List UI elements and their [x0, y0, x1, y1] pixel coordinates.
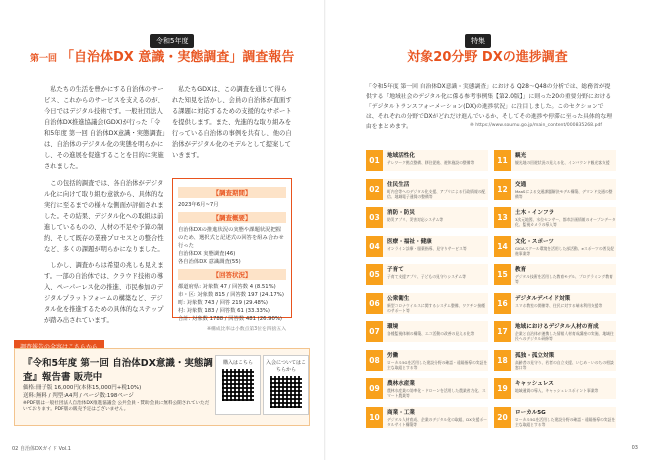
- field-desc: ローカル5Gを活用した建設分野の確認・遠隔指導の実証を主な取組とする等: [515, 416, 616, 427]
- field-title: 地域におけるデジタル人材の育成: [515, 324, 599, 330]
- field-desc: ローカル5Gを活用した建設分野の確認・遠隔指導の実証を主な取組とする等: [387, 359, 488, 370]
- field-number: 13: [494, 207, 511, 228]
- field-item: [494, 264, 616, 288]
- field-title: 交通: [515, 181, 527, 188]
- field-title: 医療・福祉・健康: [387, 238, 432, 245]
- paragraph: しかし、調査からは希望の兆しも見えます。一部の自治体では、クラウド技術の導入、ペーパーレス化の推進、市民参加のデジタルプラットフォームの構築など、デジタル化を推進するための具体的なステップが踏み出されています。: [44, 262, 164, 324]
- field-body: [383, 321, 488, 342]
- field-title: ローカル5G: [515, 409, 546, 416]
- purchase-qr[interactable]: [215, 355, 261, 415]
- field-desc: 観光地の回遊状況の見える化、インバウンド観光客支援: [515, 160, 610, 165]
- field-item: [366, 293, 488, 317]
- field-title: 住民生活: [387, 181, 410, 188]
- field-title: 公衆衛生: [387, 295, 410, 302]
- field-body: [383, 236, 488, 257]
- field-body: [511, 350, 616, 371]
- field-desc: スマホ教室の開催等、住民に対する端末利用支援等: [515, 302, 603, 308]
- paragraph: 私たちGDXは、この調査を通じて得られた知見を活かし、会員の自治体が直面する課題に対応するための支援的なサポートを提供します。また、先進的な取り組みを行っている自治体の事例を共有し、他の自治体がデジタル化のモデルとして提案していきます。: [172, 86, 292, 159]
- field-number: 12: [494, 179, 511, 200]
- field-body: [511, 378, 616, 399]
- paragraph: 私たちの生活を豊かにする自治体のサービス、これからのサービスを支えるのが、今日ではデジタル技術です。一般社団法人自治体DX推進協議会(GDX)が行った「令和5年度 第一回 自治体DX意識・実態調査」は、自治体のデジタル化の実態を明らかにし、その進展を促進することを目的に実施されました。: [44, 86, 166, 170]
- field-body: [383, 150, 488, 171]
- field-item: [366, 207, 488, 231]
- period-value: 2023年6月~7月: [178, 202, 219, 208]
- status-line: 町: 対象数 743 / 回答 219 (29.48%): [178, 300, 269, 306]
- field-number: 04: [366, 236, 383, 257]
- period-heading: 【調査期間】: [178, 187, 286, 198]
- promo-note: ※PDF版は一般社団法人自治体DX推進協議会 公共会員・賛助会員に無料公開されていただいております。PDF版の販売予定はございません。: [23, 401, 210, 412]
- field-desc: 高齢者の見守り、若者の自立支援、いじめ・いのちの相談窓口等: [515, 359, 614, 370]
- field-title: 子育て: [387, 267, 404, 273]
- field-number: 07: [366, 321, 383, 342]
- body-column-1: [44, 84, 166, 332]
- field-body: [511, 150, 616, 171]
- report-title: [30, 46, 320, 65]
- field-desc: 子育て支援アプリ、子どもの見守りシステム等: [387, 274, 467, 279]
- field-body: [511, 293, 616, 314]
- field-body: [383, 350, 488, 371]
- field-title: デジタルデバイド対策: [515, 295, 571, 302]
- status-line: 村: 対象数 183 / 回答数 61 (33.33%): [178, 308, 270, 314]
- field-item: [494, 207, 616, 231]
- field-desc: オンライン診療・服薬指導、見守りサービス等: [387, 245, 467, 251]
- field-body: [511, 407, 616, 428]
- status-line: 合計: 対象数 1788 / 回答数 481 (26.90%): [178, 316, 282, 322]
- field-number: 08: [366, 350, 383, 371]
- field-item: [494, 321, 616, 345]
- field-body: [383, 179, 488, 200]
- field-desc: 各種監視体制の構築、エコ活動の改善の見える化等: [387, 331, 475, 336]
- field-number: 02: [366, 179, 383, 200]
- source-url[interactable]: ※ https://www.soumu.go.jp/main_content/000835268.pdf: [470, 123, 603, 128]
- field-number: 20: [494, 407, 511, 428]
- status-heading: 【回答状況】: [178, 269, 286, 280]
- field-desc: 新型コロナウイルスに関するシステム整備、ワクチン接種のサポート等: [387, 302, 485, 313]
- field-item: [494, 150, 616, 174]
- feature-intro: 「令和5年度 第一回 自治体DX意識・実態調査」における Q28〜Q48の分析では、総務省が提供する「地域社会のデジタル化に係る参考事例集【第2.0版】」に則った20の重要分野における「デジタルトランスフォーメーション(DX)の進捗状況」に注目しました。このセクションでは、それぞれの分野でDXがどれだけ進んでいるか、そしてその進捗や停滞に至った具体的な理由をまとめます。: [366, 84, 613, 130]
- field-body: [511, 179, 616, 200]
- field-desc: 町内会等へのデジタル化支援、アプリによる行政情報の配信、地域電子通貨の整備等: [387, 188, 486, 199]
- field-item: [494, 236, 616, 260]
- status-line: 市・区: 対象数 815 / 回答数 197 (24.17%): [178, 292, 284, 298]
- status-line: 都道府県: 対象数 47 / 回答数 4 (8.51%): [178, 284, 276, 290]
- page-folio: 03: [631, 445, 638, 451]
- overview-line: 自治体DX 実態調査(46): [178, 251, 236, 257]
- body-column-2: [172, 84, 292, 167]
- field-desc: GIGAスクール環境を活用した部活動、eスポーツの普及促進事業等: [515, 245, 615, 256]
- field-item: [494, 293, 616, 317]
- field-title: 商業・工業: [387, 409, 415, 416]
- field-item: [366, 350, 488, 374]
- field-body: [511, 207, 616, 228]
- field-title: 教育: [515, 267, 527, 273]
- field-item: [366, 378, 488, 402]
- field-desc: MaaSによる交通課題解決モデル構築、デマンド交通の整備等: [515, 188, 613, 199]
- field-number: 03: [366, 207, 383, 228]
- field-desc: 防災アプリ、災害対応システム等: [387, 217, 444, 222]
- field-title: 観光: [515, 153, 527, 159]
- promo-title: 『令和5年度 第一回 自治体DX意識・実態調査』報告書 販売中: [23, 358, 213, 383]
- promo-box: [14, 348, 310, 426]
- overview-heading: 【調査概要】: [178, 212, 286, 223]
- field-number: 15: [494, 264, 511, 285]
- feature-tag: 特集: [465, 34, 491, 48]
- field-body: [383, 207, 488, 228]
- field-number: 18: [494, 350, 511, 371]
- field-number: 16: [494, 293, 511, 314]
- field-number: 19: [494, 378, 511, 399]
- field-body: [383, 293, 488, 314]
- field-item: [494, 378, 616, 402]
- feature-title: 対象20分野 DXの進捗調査: [407, 50, 568, 65]
- field-body: [511, 236, 616, 257]
- field-number: 05: [366, 264, 383, 285]
- qr-label: 入会についてはこちらから: [266, 360, 306, 373]
- qr-label: 購入はこちら: [222, 360, 253, 366]
- promo-price: 価格:冊子版 16,000円(本体15,000円+税10%): [23, 385, 142, 391]
- overview-line: 各自治体DX 意識調査(55): [178, 259, 241, 265]
- field-desc: デジタル技術を活用した教育モデル、プログラミング教育等: [515, 274, 613, 284]
- field-body: [383, 407, 488, 428]
- field-number: 17: [494, 321, 511, 342]
- field-item: [366, 321, 488, 345]
- overview-line: 自治体DXの推進状況の実態や課題状況把握のため、選択式と記述式の回答を組み合わせ行った: [178, 227, 284, 249]
- field-desc: 地域通貨の導入、キャッシュレスポイント事業等: [515, 388, 599, 393]
- spine-gutter: [324, 0, 326, 460]
- paragraph: この包括的調査では、各自治体がデジタル化に向けて取り組む意欲から、具体的な実行に至るまでの様々な側面が評価されました。その結果、デジタル化への取組は前進しているものの、人材の不足や予算の制約、そして既存の業務プロセスとの整合性など、多くの課題が明らかになりました。: [44, 179, 164, 253]
- survey-note: ※構成比率は小数点第3位を四捨五入: [206, 327, 286, 332]
- field-item: [366, 150, 488, 174]
- field-title: 農林水産業: [387, 381, 415, 387]
- field-number: 01: [366, 150, 383, 171]
- field-number: 09: [366, 378, 383, 399]
- field-number: 11: [494, 150, 511, 171]
- field-desc: テレワーク拠点整備、移住促進、遊休施設の整備等: [387, 160, 475, 165]
- page-folio: 02 自治体DXガイド Vol.1: [12, 446, 71, 452]
- field-title: 孤独・孤立対策: [515, 352, 555, 359]
- field-item: [366, 407, 488, 431]
- field-body: [511, 264, 616, 285]
- title-text: 「自治体DX 意識・実態調査」調査報告: [61, 50, 295, 65]
- field-title: 労働: [387, 352, 399, 359]
- field-title: 環境: [387, 324, 399, 330]
- field-title: 地域活性化: [387, 153, 415, 159]
- survey-info-box: [172, 178, 292, 332]
- year-tag: 令和5年度: [150, 34, 194, 48]
- field-number: 06: [366, 293, 383, 314]
- field-body: [511, 321, 616, 342]
- promo-spec: 送料:無料 / 判型:A4判 / ページ数:198ページ: [23, 393, 134, 399]
- title-prefix: 第一回: [30, 54, 58, 64]
- field-desc: 農林水産業の効率化・ドローンを活用した農業省力化、スマート農業等: [387, 388, 486, 398]
- field-item: [366, 264, 488, 288]
- field-title: 土木・インフラ: [515, 210, 555, 216]
- field-title: キャッシュレス: [515, 381, 554, 387]
- field-title: 文化・スポーツ: [515, 238, 554, 245]
- field-item: [366, 179, 488, 203]
- field-number: 14: [494, 236, 511, 257]
- field-item: [366, 236, 488, 260]
- field-body: [383, 378, 488, 399]
- field-item: [494, 179, 616, 203]
- qr-code-icon: [270, 376, 302, 408]
- field-number: 10: [366, 407, 383, 428]
- qr-code-icon: [222, 369, 254, 401]
- field-desc: 企業と自治体が連携した情報人材育成講座の実施、地域住民へのデジタル研修等: [515, 331, 614, 341]
- field-item: [494, 407, 616, 431]
- membership-qr[interactable]: [263, 355, 309, 415]
- field-body: [383, 264, 488, 285]
- field-item: [494, 350, 616, 374]
- field-title: 消防・防災: [387, 210, 415, 216]
- field-desc: デジタル人材育成、企業のデジタル化の取組、DX支援ポータルサイト構築等: [387, 416, 487, 427]
- field-desc: 3次元地図、水位センサー、都市計画情報のオープンデータ化、監視カメラの導入等: [515, 217, 616, 227]
